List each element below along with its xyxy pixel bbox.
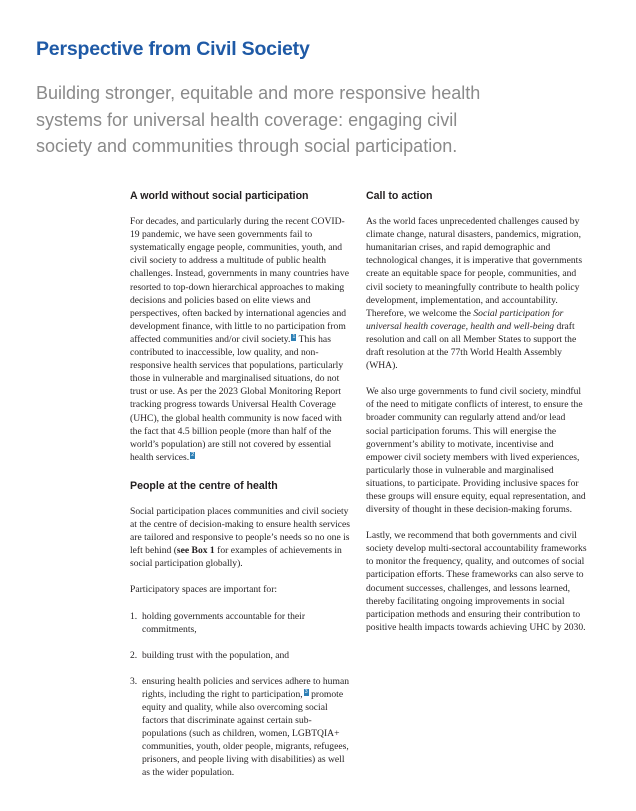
- section-heading-people-at-centre: People at the centre of health: [130, 479, 278, 492]
- paragraph-fund-civil-society: We also urge governments to fund civil society, mindful of the need to mitigate conflicts of interest, to ensure the broader community can regularly attend and/or lead social participation forums. This will energise the government’s ability to motivate, incentivise and empower civil society members with lived experiences, particularly those in vulnerable and marginalised situations, to participate. Providing inclusive spaces for these groups will ensure equity, equal representation, and diversity of thought in these decision-making forums.: [366, 386, 586, 516]
- list-item: [130, 675, 353, 780]
- paragraph-call-to-action: [366, 215, 589, 372]
- paragraph-text: This has contributed to inaccessible, low quality, and non-responsive health services that populations, particularly those in vulnerable and marginalised situations, do not trust or use. As per the 2023 Global Monitoring Report tracking progress towards Universal Health Coverage (UHC), the global health community is now faced with the fact that 4.5 billion people (more than half of the world’s population) are still not covered by essential health services.: [130, 333, 344, 463]
- list-number: 3.: [130, 675, 138, 687]
- page-title: Perspective from Civil Society: [36, 38, 310, 60]
- list-item: [130, 649, 353, 662]
- footnote-link-3[interactable]: 3: [304, 688, 308, 695]
- list-item-text: ensuring health policies and services adhere to human rights, including the right to participation,: [142, 675, 349, 700]
- paragraph-text: As the world faces unprecedented challenges caused by climate change, natural disasters, pandemics, migration, humanitarian crises, and rapid demographic and technological changes, it is imperative that governments create an equitable space for people, communities, and civil society to meaningfully contribute to health policy development, implementation, and accountability. Therefore, we welcome the: [366, 216, 583, 319]
- list-item: [130, 610, 353, 636]
- list-number: 1.: [130, 610, 138, 622]
- section-heading-world-without-participation: A world without social participation: [130, 190, 309, 202]
- list-item-text: building trust with the population, and: [142, 649, 290, 661]
- footnote-link-2[interactable]: 2: [191, 451, 195, 458]
- paragraph-world-without-participation: [130, 215, 353, 464]
- resolution-title: Social participation for universal health coverage, health and well-being: [366, 307, 564, 332]
- paragraph-text: Social participation places communities and civil society at the centre of decision-making to ensure health services are tailored and responsive to people’s needs so no one is left behind (: [130, 505, 351, 557]
- paragraph-text: draft resolution and call on all Member States to support the draft resolution at the 77th World Health Assembly (WHA).: [366, 320, 577, 372]
- participatory-spaces-list: [130, 610, 353, 780]
- page-subtitle: Building stronger, equitable and more responsive health systems for universal health coverage: engaging civil society and communities through social participation.: [36, 83, 481, 156]
- paragraph-accountability-frameworks: Lastly, we recommend that both governments and civil society develop multi-sectoral accountability frameworks to monitor the frequency, quality, and outcomes of social participation efforts. These frameworks can also serve to document successes, challenges, and lessons learned, thereby facilitating ongoing improvements in social participation methods and ensuring their contribution to positive health impacts towards achieving UHC by 2030.: [366, 530, 587, 633]
- list-item-text: promote equity and quality, while also overcoming social factors that discriminate against certain sub-populations (such as children, women, LGBTQIA+ communities, youth, older people, migrants, refugees, prisoners, and people living with disabilities) as well as the wider population.: [142, 688, 349, 779]
- list-number: 2.: [130, 649, 138, 661]
- left-column: [130, 190, 353, 793]
- list-item-text: holding governments accountable for their commitments,: [142, 610, 306, 635]
- section-heading-call-to-action: Call to action: [366, 190, 433, 202]
- right-column: [366, 190, 589, 647]
- paragraph-participatory-spaces: Participatory spaces are important for:: [130, 584, 278, 596]
- paragraph-text: For decades, and particularly during the recent COVID-19 pandemic, we have seen governments fail to systematically engage people, communities, youth, and civil society to address a multitude of public health challenges. Instead, governments in many countries have resorted to top-down hierarchical approaches to making decisions and policies based on elite views and perspectives, often backed by international agencies and development finance, with little to no participation from affected communities and/or civil society.: [130, 216, 349, 345]
- paragraph-text: for examples of achievements in social participation globally).: [130, 545, 342, 570]
- paragraph-people-at-centre: [130, 505, 353, 570]
- footnote-link-1[interactable]: 1: [292, 333, 296, 340]
- box-1-reference: see Box 1: [176, 545, 215, 557]
